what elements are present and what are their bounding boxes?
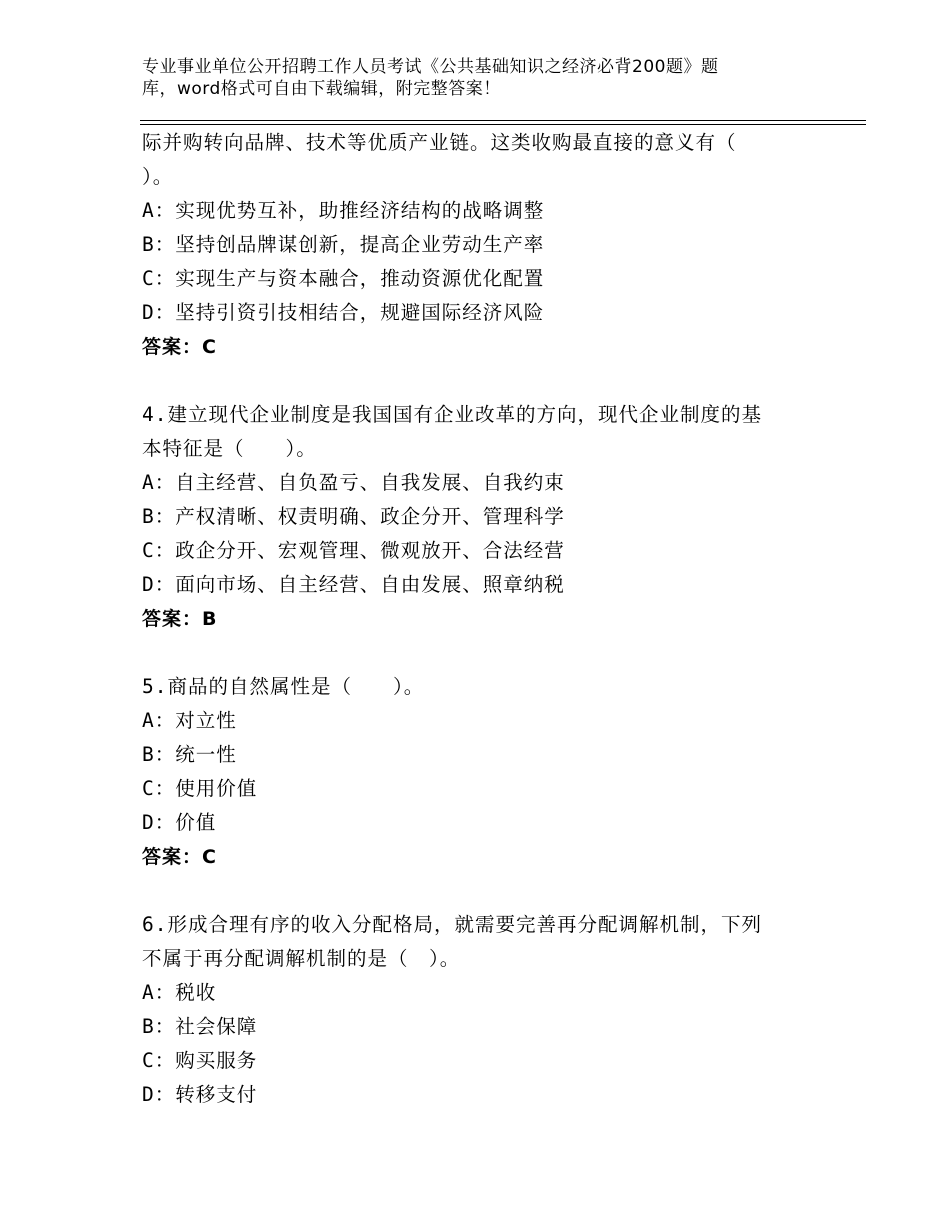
header-rule-thick [140,120,866,121]
spacer [142,636,802,670]
header-rule-thin [140,124,866,125]
header-line-1: 专业事业单位公开招聘工作人员考试《公共基础知识之经济必背200题》题 [142,57,719,77]
option-b: B：统一性 [142,743,237,766]
question-stem-line: 6.形成合理有序的收入分配格局，就需要完善再分配调解机制，下列 [142,913,762,936]
question-item [142,670,802,874]
question-stem-line: 4.建立现代企业制度是我国国有企业改革的方向，现代企业制度的基 [142,403,762,426]
answer-label: 答案： [142,846,203,868]
question-stem-line: 5.商品的自然属性是（ ）。 [142,675,425,698]
option-c: C：政企分开、宏观管理、微观放开、合法经营 [142,539,565,562]
option-d: D：转移支付 [142,1083,258,1106]
option-a: A：实现优势互补，助推经济结构的战略调整 [142,199,545,222]
option-c: C：购买服务 [142,1049,258,1072]
option-d: D：面向市场、自主经营、自由发展、照章纳税 [142,573,565,596]
question-stem-line: 际并购转向品牌、技术等优质产业链。这类收购最直接的意义有（ [142,131,737,154]
option-b: B：产权清晰、权责明确、政企分开、管理科学 [142,505,565,528]
answer-value: C [202,846,217,868]
answer-line [142,602,802,636]
option-a: A：自主经营、自负盈亏、自我发展、自我约束 [142,471,565,494]
question-item [142,908,802,1112]
answer-value: C [202,336,217,358]
header-line-2: 库，word格式可自由下载编辑，附完整答案！ [142,79,501,99]
option-b: B：社会保障 [142,1015,258,1038]
answer-label: 答案： [142,608,203,630]
spacer [142,364,802,398]
document-header [142,56,782,100]
question-list [142,126,802,1112]
option-a: A：对立性 [142,709,237,732]
answer-label: 答案： [142,336,203,358]
question-item [142,398,802,636]
answer-value: B [202,608,218,630]
question-stem-line: 本特征是（ ）。 [142,437,317,460]
question-stem-line: ）。 [142,165,174,188]
answer-line [142,330,802,364]
option-b: B：坚持创品牌谋创新，提高企业劳动生产率 [142,233,545,256]
spacer [142,874,802,908]
option-d: D：价值 [142,811,217,834]
option-c: C：实现生产与资本融合，推动资源优化配置 [142,267,545,290]
question-item [142,126,802,364]
option-d: D：坚持引资引技相结合，规避国际经济风险 [142,301,545,324]
option-a: A：税收 [142,981,217,1004]
answer-line [142,840,802,874]
option-c: C：使用价值 [142,777,258,800]
question-stem-line: 不属于再分配调解机制的是（ ）。 [142,947,461,970]
